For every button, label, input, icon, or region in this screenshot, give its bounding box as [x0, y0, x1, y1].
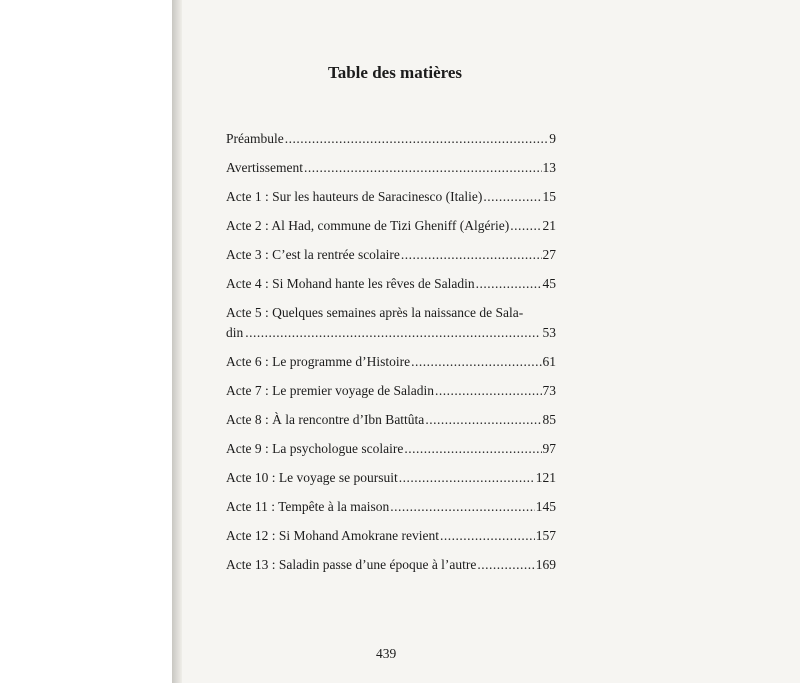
toc-entry: [226, 216, 556, 236]
dot-leader: [390, 497, 534, 517]
toc-entry-label: Acte 11 : Tempête à la maison: [226, 499, 390, 514]
dot-leader: [399, 468, 535, 488]
toc-entry-label: Acte 13 : Saladin passe d’une époque à l’autre: [226, 557, 477, 572]
dot-leader: [401, 245, 542, 265]
toc-entry-label: Acte 5 : Quelques semaines après la naissance de Sala-: [226, 305, 524, 320]
toc-entry-page: 97: [542, 441, 556, 456]
toc-entry-label: Acte 2 : Al Had, commune de Tizi Gheniff (Algérie): [226, 218, 510, 233]
toc-entry-page: 121: [535, 470, 556, 485]
toc-entry-label: Acte 9 : La psychologue scolaire: [226, 441, 404, 456]
dot-leader: [285, 129, 549, 149]
toc-entry-page: 9: [549, 131, 556, 146]
toc-entry: [226, 158, 556, 178]
dot-leader: [411, 352, 541, 372]
toc-entry-page: 21: [542, 218, 556, 233]
toc-entry-page: 53: [542, 325, 556, 340]
dot-leader: [476, 274, 542, 294]
toc-entry-label: Acte 1 : Sur les hauteurs de Saracinesco (Italie): [226, 189, 483, 204]
toc-entry-page: 73: [542, 383, 556, 398]
dot-leader: [245, 323, 538, 343]
toc-entry: [226, 274, 556, 294]
toc-entry-label: Acte 6 : Le programme d’Histoire: [226, 354, 411, 369]
toc-title: Table des matières: [327, 63, 463, 82]
toc-entry: [226, 526, 556, 546]
toc-entry: [226, 187, 556, 207]
toc-entry-page: 13: [542, 160, 556, 175]
toc-entry: [226, 439, 556, 459]
toc-entry-label: Préambule: [226, 131, 284, 146]
toc-entry: [226, 468, 556, 488]
dot-leader: [304, 158, 542, 178]
toc-entry-page: 145: [535, 499, 556, 514]
toc-entry-label-continued: din: [226, 325, 244, 340]
toc-entry: [226, 381, 556, 401]
toc-entry-page: 169: [535, 557, 556, 572]
dot-leader: [483, 187, 541, 207]
toc-entry-page: 45: [542, 276, 556, 291]
dot-leader: [404, 439, 541, 459]
toc-entry-continuation: [226, 323, 556, 343]
toc-entry: [226, 245, 556, 265]
dot-leader: [425, 410, 541, 430]
toc-entry-page: 157: [535, 528, 556, 543]
dot-leader: [435, 381, 541, 401]
toc-entry: [226, 497, 556, 517]
toc-entry-label: Acte 8 : À la rencontre d’Ibn Battûta: [226, 412, 425, 427]
toc-entry: [226, 410, 556, 430]
toc-entry-label: Acte 4 : Si Mohand hante les rêves de Saladin: [226, 276, 475, 291]
toc-entry-page: 27: [542, 247, 556, 262]
toc-entry-label: Avertissement: [226, 160, 303, 175]
book-gutter: [172, 0, 182, 683]
toc-entry-label: Acte 3 : C’est la rentrée scolaire: [226, 247, 400, 262]
toc-entry: [226, 129, 556, 149]
toc-entry-label: Acte 12 : Si Mohand Amokrane revient: [226, 528, 439, 543]
dot-leader: [477, 555, 534, 575]
toc-entry: [226, 555, 556, 575]
toc-entry-label: Acte 7 : Le premier voyage de Saladin: [226, 383, 435, 398]
toc-entry-page: 61: [542, 354, 556, 369]
toc-entry: [226, 352, 556, 372]
toc-entry-page: 85: [542, 412, 556, 427]
dot-leader: [440, 526, 535, 546]
page-number: 439: [376, 646, 397, 661]
toc-list: [226, 129, 556, 584]
toc-entry: [226, 303, 556, 343]
toc-entry-page: 15: [542, 189, 556, 204]
dot-leader: [510, 216, 541, 236]
toc-entry-label: Acte 10 : Le voyage se poursuit: [226, 470, 398, 485]
